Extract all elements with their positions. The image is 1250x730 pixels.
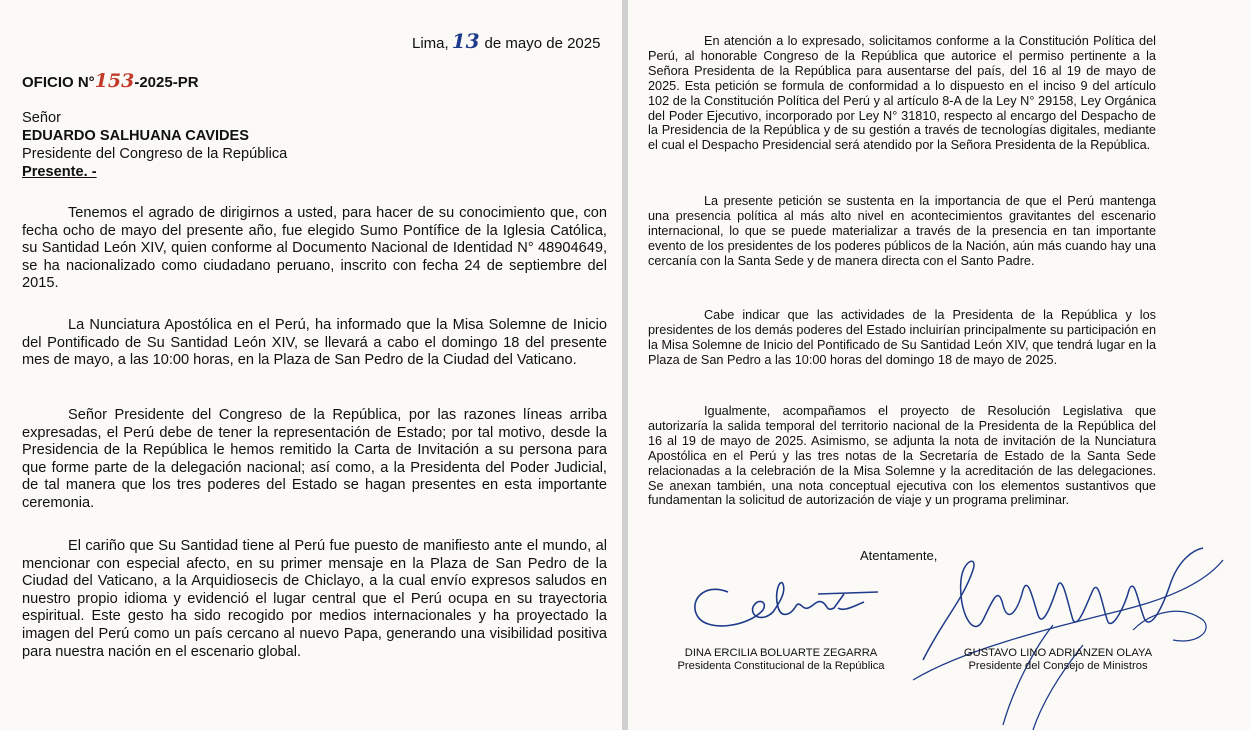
- page-right: [628, 0, 1250, 730]
- oficio-number-handwritten: 153: [94, 70, 135, 92]
- paragraph-right-4: Igualmente, acompañamos el proyecto de Resolución Legislativa que autorizaría la salida temporal del territorio nacional de la Presidenta de la República del 16 al 19 de mayo de 2025. Asimismo, se adjunta la nota de invitación de la Nunciatura Apostólica en el Perú y las tres notas de la Secretaría de Estado de la Santa Sede relacionadas a la celebración de la Misa Solemne y la acreditación de las delegaciones. Se anexan también, una nota conceptual ejecutiva con los elementos sustantivos que fundamentan la solicitud de autorización de viaje y un programa preliminar.: [648, 404, 1156, 508]
- signatory-2-title: Presidente del Consejo de Ministros: [968, 660, 1148, 672]
- paragraph-right-2: La presente petición se sustenta en la importancia de que el Perú mantenga una presencia política al más alto nivel en acontecimientos gravitantes del escenario internacional, lo que se puede materializar a través de la presencia en tan importante evento de los presidentes de los poderes públicos de la Nación, aún más cuando hay una cercanía con la Santa Sede y de manera directa con el Santo Padre.: [648, 194, 1156, 268]
- paragraph-right-1: En atención a lo expresado, solicitamos conforme a la Constitución Política del Perú, al honorable Congreso de la República que autorice el permiso pertinente a la Señora Presidenta de la República para ausentarse del país, del 16 al 19 de mayo de 2025. Esta petición se formula de conformidad a lo dispuesto en el inciso 9 del artículo 102 de la Constitución Política del Perú y al artículo 8-A de la Ley N° 29158, Ley Orgánica del Poder Ejecutivo, incorporado por Ley N° 31810, respecto al encargo del Despacho de la Presidencia de la República y de su gestión a través de tecnologías digitales, mediante el cual el Despacho Presidencial será atendido por la Señora Presidenta de la República.: [648, 34, 1156, 153]
- date-day-handwritten: 13: [451, 29, 480, 53]
- oficio-number: OFICIO N°153-2025-PR: [22, 70, 199, 92]
- closing-line: Atentamente,: [860, 548, 938, 563]
- signatory-1-name: DINA ERCILIA BOLUARTE ZEGARRA: [684, 647, 878, 659]
- recipient-presente: Presente. -: [22, 164, 97, 180]
- paragraph-left-4: El cariño que Su Santidad tiene al Perú fue puesto de manifiesto ante el mundo, al mencionar con especial afecto, en su primer mensaje en la Plaza de San Pedro de la Ciudad del Vaticano, a la Arquidiosecis de Chiclayo, a la cual envío expresos saludos en nuestro propio idioma y evidenció el lugar central que el Perú ocupa en su trayectoria espiritual. Este gesto ha sido recogido por medios internacionales y ha proyectado la imagen del Perú como un país cercano al nuevo Papa, generando una visibilidad positiva para nuestra nación en el escenario global.: [22, 538, 607, 660]
- recipient-name: EDUARDO SALHUANA CAVIDES: [22, 128, 250, 144]
- recipient-title: Presidente del Congreso de la República: [22, 146, 288, 162]
- recipient-salutation: Señor: [22, 110, 61, 126]
- date-line: [412, 29, 601, 53]
- paragraph-left-2: La Nunciatura Apostólica en el Perú, ha informado que la Misa Solemne de Inicio del Pontificado de Su Santidad León XIV, se llevará a cabo el domingo 18 del presente mes de mayo, a las 10:00 horas, en la Plaza de San Pedro de la Ciudad del Vaticano.: [22, 317, 607, 369]
- signature-adrianzen-scribble: [903, 530, 1233, 730]
- page-left: [0, 0, 622, 730]
- paragraph-left-1: Tenemos el agrado de dirigirnos a usted, para hacer de su conocimiento que, con fecha ocho de mayo del presente año, fue elegido Sumo Pontífice de la Iglesia Católica, su Santidad León XIV, quien conforme al Documento Nacional de Identidad N° 48904649, se ha nacionalizado como ciudadano peruano, inscrito con fecha 24 de septiembre del 2015.: [22, 205, 607, 292]
- paragraph-right-3: Cabe indicar que las actividades de la Presidenta de la República y los presidentes de los demás poderes del Estado incluirían principalmente su participación en la Misa Solemne de Inicio del Pontificado de Su Santidad León XIV, que tendrá lugar en la Plaza de San Pedro a las 10:00 horas del domingo 18 de mayo de 2025.: [648, 308, 1156, 367]
- paragraph-left-3: Señor Presidente del Congreso de la República, por las razones líneas arriba expresadas, el Perú debe de tener la representación de Estado; por tal motivo, desde la Presidencia de la República le hemos remitido la Carta de Invitación a su persona para que forme parte de la delegación nacional; así como, a la Presidenta del Poder Judicial, de tal manera que los tres poderes del Estado se hagan presentes en esta importante ceremonia.: [22, 407, 607, 511]
- signatory-1-title: Presidenta Constitucional de la República: [677, 660, 885, 672]
- date-place: Lima,: [412, 35, 449, 52]
- signatory-2-name: GUSTAVO LINO ADRIANZEN OLAYA: [963, 647, 1153, 659]
- date-month-year: de mayo de 2025: [484, 35, 601, 52]
